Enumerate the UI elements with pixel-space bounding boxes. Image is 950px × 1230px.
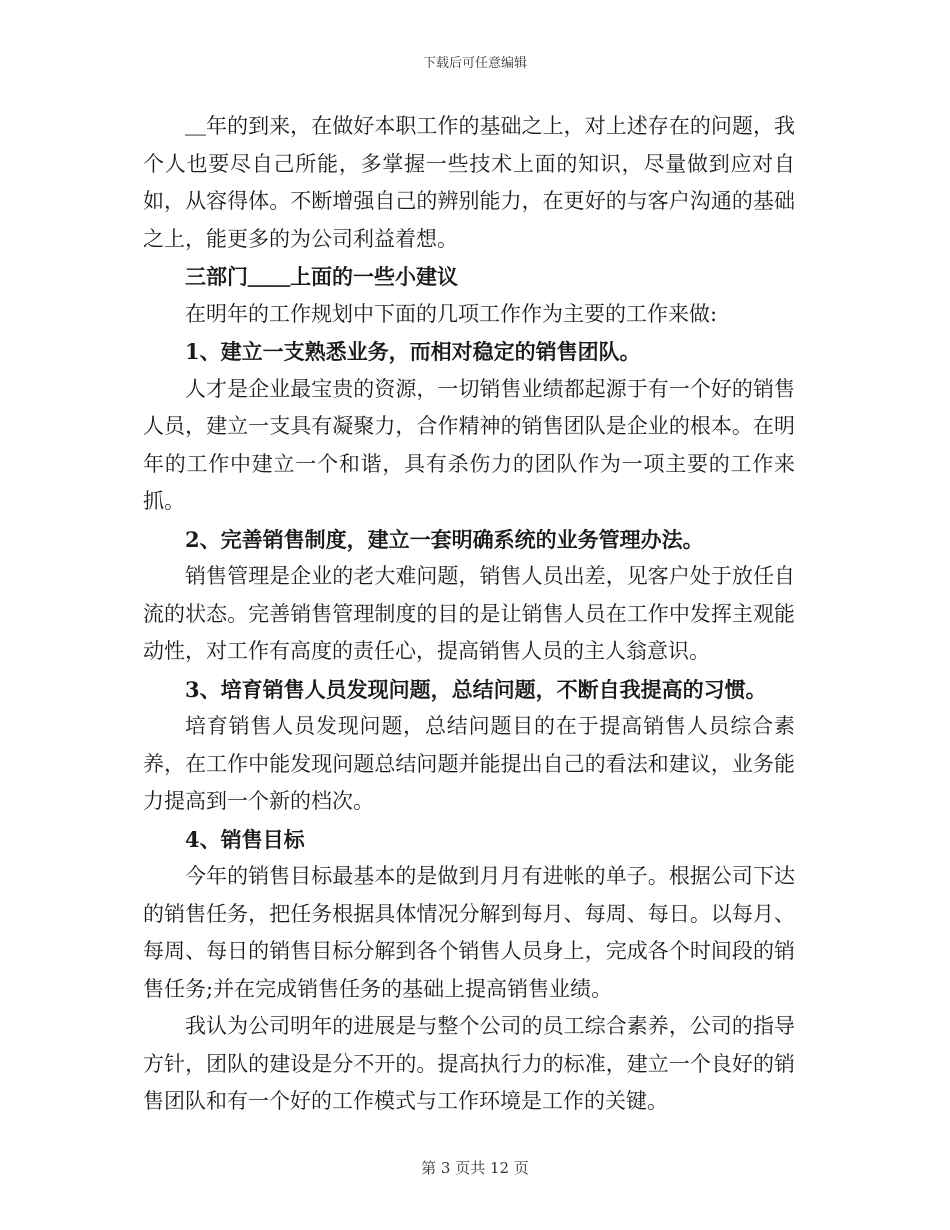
section-heading: 三部门＿＿上面的一些小建议 bbox=[185, 264, 458, 289]
document-body bbox=[143, 108, 795, 1121]
paragraph: 我认为公司明年的进展是与整个公司的员工综合素养，公司的指导方针，团队的建设是分不开的。提高执行力的标准，建立一个良好的销售团队和有一个好的工作模式与工作环境是工作的关键。 bbox=[143, 1014, 795, 1113]
paragraph: ＿年的到来，在做好本职工作的基础之上，对上述存在的问题，我个人也要尽自己所能，多掌握一些技术上面的知识，尽量做到应对自如，从容得体。不断增强自己的辨别能力，在更好的与客户沟通的基础之上，能更多的为公司利益着想。 bbox=[143, 114, 795, 251]
paragraph: 人才是企业最宝贵的资源，一切销售业绩都起源于有一个好的销售人员，建立一支具有凝聚力，合作精神的销售团队是企业的根本。在明年的工作中建立一个和谐，具有杀伤力的团队作为一项主要的工作来抓。 bbox=[143, 376, 795, 513]
page-footer: 第 3 页共 12 页 bbox=[421, 1159, 529, 1177]
paragraph: 在明年的工作规划中下面的几项工作作为主要的工作来做: bbox=[185, 301, 718, 326]
subheading: 1、建立一支熟悉业务，而相对稳定的销售团队。 bbox=[185, 339, 641, 364]
subheading: 4、销售目标 bbox=[185, 826, 305, 852]
subheading: 2、完善销售制度，建立一套明确系统的业务管理办法。 bbox=[185, 526, 704, 552]
page-header: 下载后可任意编辑 bbox=[422, 56, 527, 71]
paragraph: 今年的销售目标最基本的是做到月月有进帐的单子。根据公司下达的销售任务，把任务根据具体情况分解到每月、每周、每日。以每月、每周、每日的销售目标分解到各个销售人员身上，完成各个时间段的销售任务;并在完成销售任务的基础上提高销售业绩。 bbox=[143, 864, 795, 1001]
paragraph: 销售管理是企业的老大难问题，销售人员出差，见客户处于放任自流的状态。完善销售管理制度的目的是让销售人员在工作中发挥主观能动性，对工作有高度的责任心，提高销售人员的主人翁意识。 bbox=[143, 564, 795, 663]
paragraph: 培育销售人员发现问题，总结问题目的在于提高销售人员综合素养，在工作中能发现问题总结问题并能提出自己的看法和建议，业务能力提高到一个新的档次。 bbox=[143, 714, 795, 813]
subheading: 3、培育销售人员发现问题，总结问题，不断自我提高的习惯。 bbox=[185, 676, 767, 702]
